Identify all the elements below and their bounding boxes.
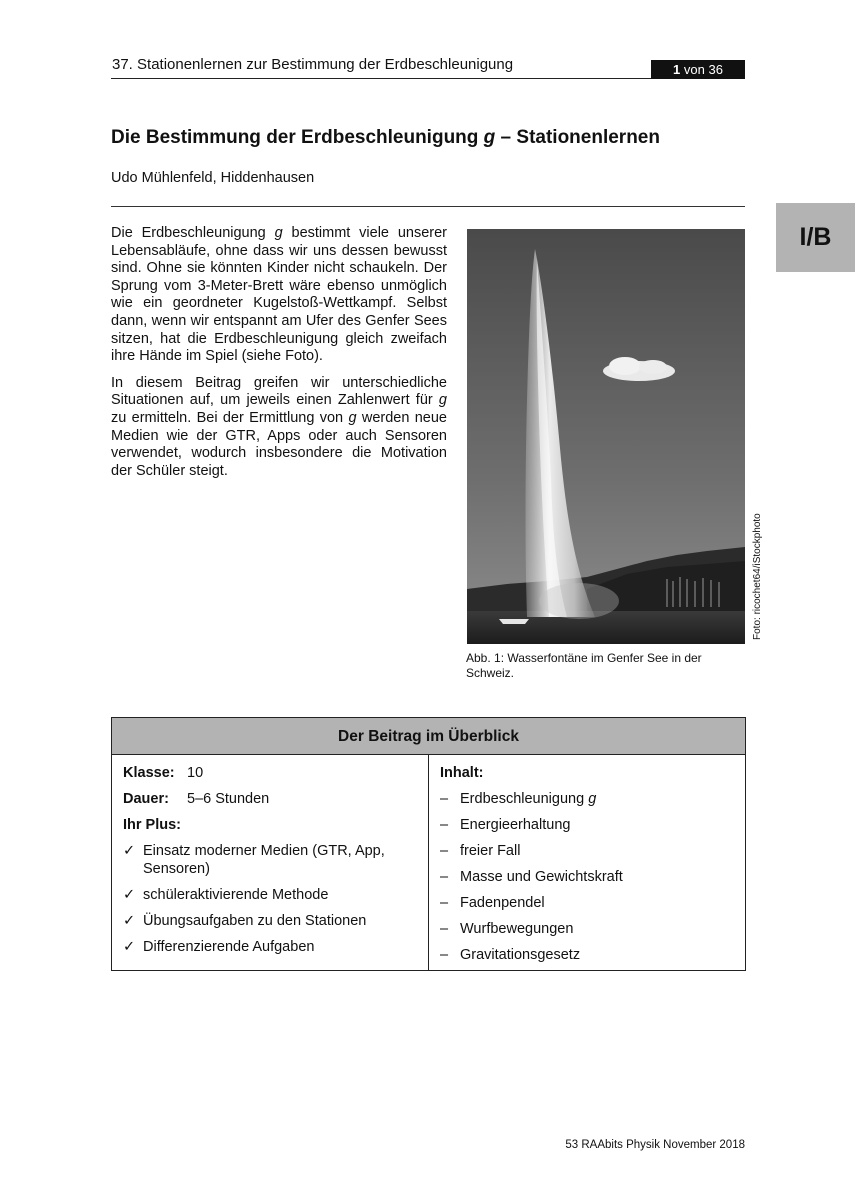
- inhalt-item: [440, 816, 740, 842]
- inhalt-item: [440, 790, 740, 816]
- check-icon: ✓: [123, 939, 136, 955]
- plus-item-text: schüleraktivierende Methode: [143, 887, 329, 903]
- title-part-2: – Stationenlernen: [495, 127, 660, 148]
- dauer-row: [123, 790, 423, 816]
- dash-icon: –: [440, 843, 449, 859]
- intro-p2-a: In diesem Beitrag greifen wir unterschiedliche Situationen auf, um jeweils einen Zahlenwert für: [111, 374, 447, 409]
- dash-icon: –: [440, 921, 449, 937]
- page-number-badge: [651, 60, 745, 79]
- dash-icon: –: [440, 817, 449, 833]
- intro-text: [111, 225, 447, 489]
- author-line: Udo Mühlenfeld, Hiddenhausen: [111, 170, 315, 186]
- dauer-value: 5–6 Stunden: [187, 791, 270, 807]
- inhalt-item-text: Wurfbewegungen: [460, 921, 574, 937]
- intro-p2-b: zu ermitteln. Bei der Ermittlung von: [111, 409, 349, 426]
- section-tab: I/B: [776, 203, 855, 272]
- dash-icon: –: [440, 947, 449, 963]
- title-symbol-g: g: [483, 127, 496, 148]
- title-rule: [111, 206, 745, 207]
- title-part-1: Die Bestimmung der Erdbeschleunigung: [111, 127, 484, 148]
- running-title: 37. Stationenlernen zur Bestimmung der Erdbeschleunigung: [112, 56, 514, 73]
- check-icon: ✓: [123, 913, 136, 929]
- intro-paragraph-2: [111, 375, 447, 481]
- check-icon: ✓: [123, 843, 136, 859]
- plus-list: [123, 842, 423, 956]
- figure-caption: Abb. 1: Wasserfontäne im Genfer See in der Schweiz.: [466, 651, 702, 680]
- photo-credit: Foto: ricochet64/iStockphoto: [752, 513, 763, 640]
- plus-item: [123, 912, 423, 930]
- dash-icon: –: [440, 895, 449, 911]
- inhalt-item-text: freier Fall: [460, 843, 521, 859]
- inhalt-item-text: Gravitationsgesetz: [460, 947, 581, 963]
- header-rule: [111, 78, 745, 79]
- klasse-row: [123, 764, 423, 790]
- overview-box: [111, 717, 746, 971]
- plus-row: [123, 816, 423, 842]
- plus-item-text: Differenzierende Aufgaben: [143, 939, 315, 955]
- inhalt-item: [440, 868, 740, 894]
- intro-p2-c: werden neue Medien wie der GTR, Apps oder auch Sensoren verwendet, wodurch insbesondere die Motivation der Schüler steigt.: [111, 409, 447, 479]
- inhalt-item-text: Fadenpendel: [460, 895, 545, 911]
- dauer-label: Dauer:: [123, 791, 169, 807]
- inhalt-row: [440, 764, 740, 790]
- overview-right-column: [440, 764, 740, 972]
- page-of: von 36: [683, 62, 723, 77]
- plus-item: [123, 938, 423, 956]
- symbol-g: g: [438, 392, 447, 409]
- overview-left-column: [123, 764, 423, 964]
- fountain-photo: [467, 229, 745, 644]
- column-divider: [428, 755, 429, 970]
- plus-item-text: Übungsaufgaben zu den Stationen: [143, 913, 367, 929]
- fountain-illustration: [467, 229, 745, 644]
- intro-p1-a: Die Erdbeschleunigung: [111, 225, 275, 241]
- plus-label: Ihr Plus:: [123, 817, 182, 833]
- plus-item: [123, 842, 423, 878]
- inhalt-item-text: Erdbeschleunigung: [460, 791, 589, 807]
- inhalt-item: [440, 894, 740, 920]
- dash-icon: –: [440, 869, 449, 885]
- footer-publication: 53 RAAbits Physik November 2018: [565, 1139, 745, 1151]
- klasse-label: Klasse:: [123, 765, 175, 781]
- overview-heading: Der Beitrag im Überblick: [112, 718, 745, 755]
- klasse-value: 10: [187, 765, 204, 781]
- document-title: [111, 127, 660, 149]
- symbol-g: g: [274, 225, 283, 241]
- plus-item: [123, 886, 423, 904]
- symbol-g: g: [588, 791, 597, 807]
- plus-item-text: Einsatz moderner Medien (GTR, App, Sensoren): [143, 843, 385, 877]
- page-current: 1: [673, 62, 681, 77]
- inhalt-item-text: Masse und Gewichtskraft: [460, 869, 623, 885]
- inhalt-item-text: Energieerhaltung: [460, 817, 571, 833]
- inhalt-label: Inhalt:: [440, 765, 484, 781]
- intro-p1-b: bestimmt viele unserer Lebensabläufe, ohne dass wir uns dessen bewusst sind. Ohne sie könnten Kinder nicht schaukeln. Der Sprung vom 3-Meter-Brett wäre ebenso unmöglich wie ein geordneter Kugelstoß-Wettkampf. Selbst dann, wenn wir entspannt am Ufer des Genfer Sees sitzen, hat die Erdbeschleunigung gleich zweifach ihre Hände im Spiel (siehe Foto).: [111, 225, 447, 365]
- inhalt-item: [440, 842, 740, 868]
- symbol-g: g: [348, 409, 357, 426]
- check-icon: ✓: [123, 887, 136, 903]
- inhalt-item: [440, 946, 740, 972]
- intro-paragraph-1: [111, 225, 447, 366]
- inhalt-item: [440, 920, 740, 946]
- dash-icon: –: [440, 791, 449, 807]
